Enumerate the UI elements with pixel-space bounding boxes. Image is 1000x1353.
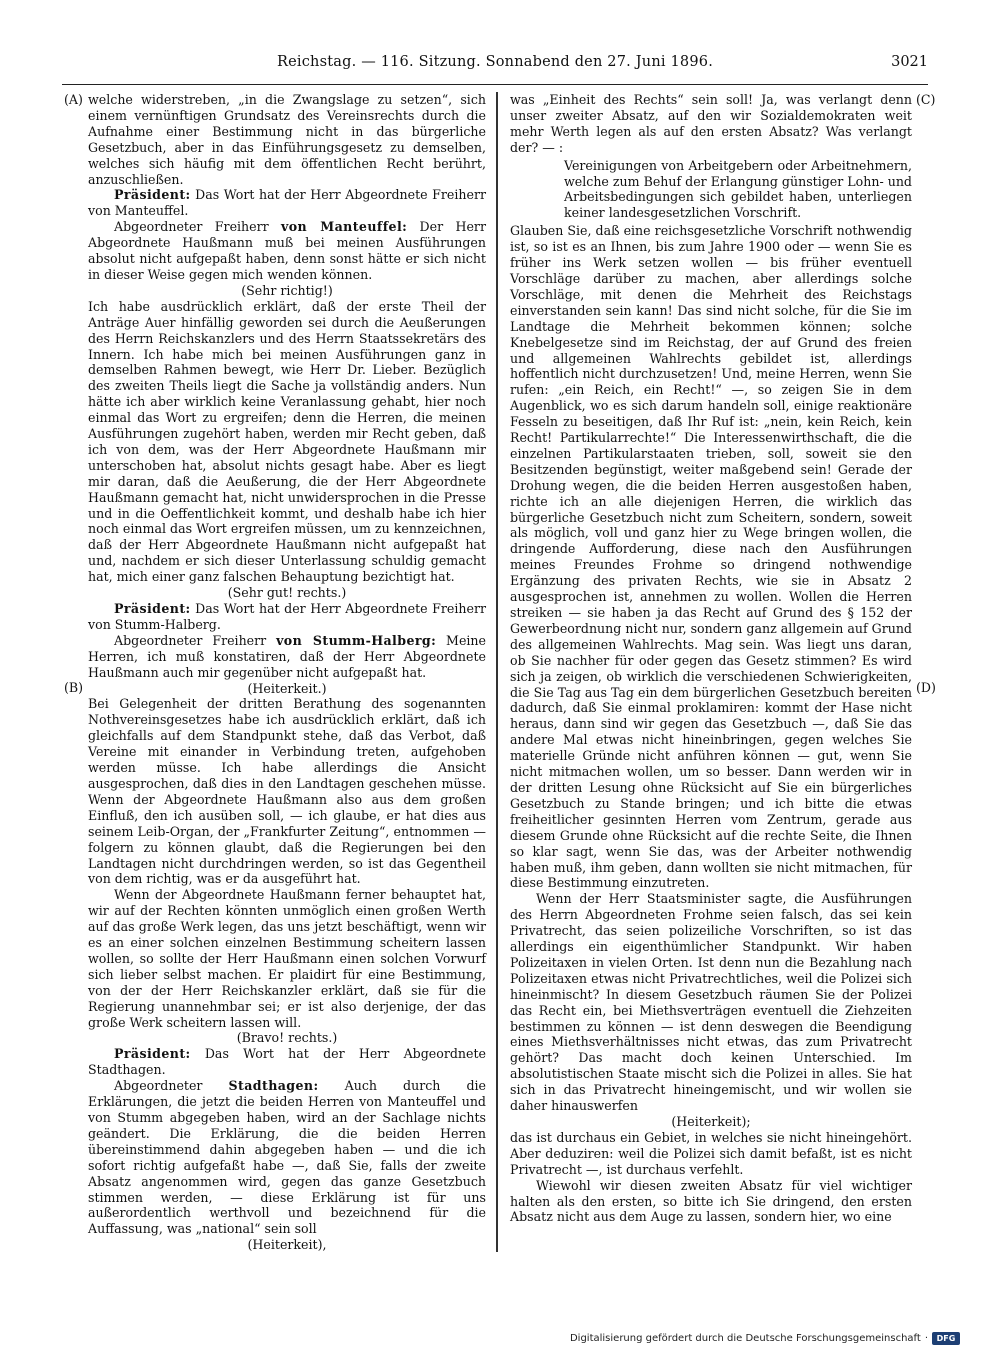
right-column (510, 92, 912, 1225)
page-header (62, 50, 928, 85)
speaker-name: von Stumm-Halberg: (276, 632, 437, 648)
interjection: (Sehr gut! rechts.) (227, 585, 347, 601)
speech-text: Der Herr Abgeordnete Haußmann muß bei meinen Ausführungen absolut nicht aufgepaßt haben, denn sonst hätte er sich nicht in dieser Weise gegen mich wenden können. (88, 219, 486, 282)
paragraph: Ich habe ausdrücklich erklärt, daß der erste Theil der Anträge Auer hinfällig geworden sei durch die Aeußerungen des Herrn Reichskanzlers und des Herrn Staatssekretärs des Innern. Ich habe mich bei meinen Ausführungen ganz in demselben Rahmen bewegt, wie Herr Dr. Lieber. Bezüglich des zweiten Theils liegt die Sache ja vollständig anders. Nun hätte ich aber wirklich keine Veranlassung gehabt, hier noch einmal das Wort zu ergreifen; denn die Herren, die meinen Ausführungen zugehört haben, werden mir Recht geben, daß ich von dem, was der Herr Abgeordnete Haußmann mir unterschoben hat, absolut nichts gesagt habe. Aber es liegt mir daran, daß die Aeußerung, die der Herr Abgeordnete Haußmann gemacht hat, nicht unwidersprochen in die Presse und in die Oeffentlichkeit kommt, und deshalb habe ich hier noch einmal das Wort ergreifen müssen, um zu kennzeichnen, daß der Herr Abgeordnete Haußmann nicht aufgepaßt hat und, nachdem er sich dieser Unterlassung schuldig gemacht hat, mich einer ganz falschen Behauptung bezichtigt hat. (88, 298, 486, 585)
dfg-logo-icon: DFG (932, 1332, 960, 1345)
speaker-name: Stadthagen: (228, 1078, 319, 1094)
margin-marker-d: (D) (916, 680, 936, 695)
speaker-name: Präsident: (114, 601, 191, 616)
speech-paragraph (88, 187, 486, 219)
running-title: Reichstag. — 116. Sitzung. Sonnabend den 27. Juni 1896. (276, 54, 714, 70)
paragraph: Wenn der Herr Staatsminister sagte, die Ausführungen des Herrn Abgeordneten Frohme seien falsch, das sei kein Privatrecht, das seien polizeiliche Vorschriften, so ist das allerdings ein eigenthümlicher Standpunkt. Wir haben Polizeitaxen in vielen Orten. Ist denn nun die Bezahlung nach Polizeitaxen etwas nicht Privatrechtliches, weil die Polizei sich hineinmischt? In diesem Gesetzbuch räumen Sie der Polizei das Recht ein, bei Miethsverträgen eventuell die Ziehzeiten bestimmen zu können — ist denn deswegen die Beendigung eines Miethsverhältnisses nicht etwas, das zum Privatrecht gehört? Das macht doch keinen Unterschied. Im absolutistischen Staate mischt sich die Polizei in alles. Sie hat sich in das Privatrecht hineingemischt, und wir wollen sie daher hinauswerfen (510, 891, 912, 1114)
margin-marker-c: (C) (916, 92, 936, 107)
paragraph: welche widerstreben, „in die Zwangslage zu setzen“, sich einem vernünftigen Grundsatz des Vereinsrechts durch die Aufnahme einer Bestimmung nicht in das bürgerliche Gesetzbuch, aber in das Einführungsgesetz zu demselben, welches sich häufig mit dem öffentlichen Recht berührt, anzuschließen. (88, 92, 486, 187)
speaker-name: Präsident: (114, 1046, 191, 1062)
column-divider (496, 92, 498, 1252)
speech-text: Auch durch die Erklärungen, die jetzt die beiden Herren von Manteuffel und von Stumm abgegeben haben, wird an der Sachlage nichts geändert. Die Erklärung, die die beiden Herren übereinstimmend dahin abgegeben haben — und die ich sofort richtig aufgefaßt habe —, daß Sie, falls der zweite Absatz angenommen wird, gegen das ganze Gesetzbuch stimmen werden, — diese Erklärung ist für uns außerordentlich werthvoll und bezeichnend für die Auffassung, was „national“ sein soll (88, 1078, 487, 1237)
speech-paragraph (88, 1046, 486, 1078)
speech-paragraph (88, 219, 486, 283)
speech-text: Das Wort hat der Herr Abgeordnete Stadthagen. (88, 1046, 486, 1078)
speech-paragraph (88, 1078, 486, 1237)
paragraph: Glauben Sie, daß eine reichsgesetzliche Vorschrift nothwendig ist, so ist es an Ihnen, bis zum Jahre 1900 oder — wenn Sie es früher ins Werk setzen wollen — bis früher eventuell Vorschläge darüber zu machen, aber allerdings solche Vorschläge, mit denen die Mehrheit des Reichstags einverstanden sein kann! Das sind nicht solche, für die Sie im Landtage die Mehrheit bekommen können; solche Knebelgesetze sind im Reichstag, der auf Grund des freien und allgemeinen Wahlrechts gebildet ist, allerdings hoffentlich nicht durchzusetzen! Und, meine Herren, wenn Sie rufen: „ein Reich, ein Recht!“ —, so zeigen Sie in dem Augenblick, wo es sich darum handeln soll, einige reaktionäre Fesseln zu beseitigen, daß Ihr Ruf ist: „nein, kein Reich, kein Recht! Partikularrechte!“ Die Interessenwirthschaft, die die einzelnen Partikularstaaten trieben, soll, soweit sie den Besitzenden begünstigt, weiter maßgebend sein! Gerade der Drohung wegen, die die beiden Herren ausgestoßen haben, richte ich an alle diejenigen Herren, die wirklich das bürgerliche Gesetzbuch nicht zum Scheitern, sondern, soweit als möglich, voll und ganz hier zu Wege bringen wollen, die dringende Aufforderung, diese nach den Ausführungen meines Freundes Frohme so dringend nothwendige Ergänzung des privaten Rechts, wie sie in Absatz 2 ausgesprochen ist, annehmen zu wollen. Wollen die Herren streiken — sie haben ja das Recht auf Grund des § 152 der Gewerbeordnung nicht nur, sondern ganz allgemein auf Grund des allgemeinen Wahlrechts. Mag sein. Was liegt uns daran, ob Sie nachher für oder gegen das Gesetz stimmen? Es wird sich ja zeigen, ob wirklich die verschiedenen Schwierigkeiten, die Sie Tag aus Tag ein dem bürgerlichen Gesetzbuch bereiten dadurch, daß Sie einmal proklamiren: kommt der Hase nicht heraus, dann sind wir gegen das Gesetzbuch —, daß Sie das andere Mal etwas nicht hineinbringen, gegen welches Sie materielle Gründe nicht anführen können — gut, wenn Sie nicht mitmachen wollen, um so besser. Dann werden wir in der dritten Lesung ohne Rücksicht auf Sie ein bürgerliches Gesetzbuch zu Stande bringen; und ich bitte die etwas freiheitlicher gesinnten Herren vom Zentrum, gerade aus diesem Grunde ohne Rücksicht auf die rechte Seite, die Ihnen so klar sagt, wenn Sie das, was der Arbeiter nothwendig haben muß, ihm geben, dann wollten sie nicht mitmachen, für diese Bestimmung einzutreten. (510, 223, 912, 891)
speaker-title: Abgeordneter Freiherr (114, 219, 282, 235)
speaker-name: von Manteuffel: (281, 219, 408, 235)
speaker-title: Abgeordneter (114, 1078, 229, 1094)
quoted-provision: Vereinigungen von Arbeitgebern oder Arbeitnehmern, welche zum Behuf der Erlangung günstiger Lohn- und Arbeitsbedingungen sich gebildet haben, unterliegen keiner landesgesetzlichen Vorschrift. (564, 157, 912, 221)
speaker-title: Abgeordneter Freiherr (114, 632, 277, 648)
speech-text: Das Wort hat der Herr Abgeordnete Freiherr von Manteuffel. (88, 187, 486, 219)
interjection: (Heiterkeit); (671, 1114, 751, 1129)
interjection: (Sehr richtig!) (241, 282, 333, 298)
left-column (88, 92, 486, 1253)
speech-text: Das Wort hat der Herr Abgeordnete Freiherr von Stumm-Halberg. (88, 601, 486, 632)
speech-paragraph (88, 601, 486, 633)
paragraph: Wiewohl wir diesen zweiten Absatz für viel wichtiger halten als den ersten, so bitte ich Sie dringend, den ersten Absatz nicht aus dem Auge zu lassen, sondern hier, wo eine (510, 1177, 912, 1225)
paragraph: Bei Gelegenheit der dritten Berathung des sogenannten Nothvereinsgesetzes habe ich ausdrücklich erklärt, daß ich gleichfalls auf dem Standpunkt stehe, daß das Verbot, daß Vereine mit einander in Verbindung treten, aufgehoben werden müsse. Ich habe allerdings die Ansicht ausgesprochen, daß dies in den Landtagen geschehen müsse. Wenn der Abgeordnete Haußmann also aus dem großen Einfluß, den ich ausüben soll, — ich glaube, er hat dies aus seinem Leib-Organ, der „Frankfurter Zeitung“, entnommen — folgern zu können glaubt, daß die Regierungen bei den Landtagen nicht durchdringen werden, so ist das Gegentheil von dem richtig, was er da ausgeführt hat. (88, 696, 486, 887)
speech-text: Meine Herren, ich muß konstatiren, daß der Herr Abgeordnete Haußmann auch mir gegenüber nicht aufgepaßt hat. (88, 632, 486, 680)
interjection: (Bravo! rechts.) (236, 1030, 338, 1046)
margin-marker-b: (B) (64, 680, 84, 695)
interjection: (Heiterkeit.) (247, 680, 327, 696)
footer-credit: Digitalisierung gefördert durch die Deutsche Forschungsgemeinschaft (569, 1333, 921, 1344)
paragraph: das ist durchaus ein Gebiet, in welches sie nicht hineingehört. Aber deduziren: weil die Polizei sich damit befaßt, ist es nicht Privatrecht —, ist durchaus verfehlt. (510, 1129, 912, 1177)
paragraph: was „Einheit des Rechts“ sein soll! Ja, was verlangt denn unser zweiter Absatz, auf den wir Sozialdemokraten weit mehr Werth legen als auf den ersten Absatz? Was verlangt der? — : (510, 92, 912, 155)
interjection: (Heiterkeit), (247, 1237, 327, 1253)
speech-paragraph (88, 633, 486, 681)
page-number: 3021 (891, 54, 928, 70)
margin-marker-a: (A) (64, 92, 83, 107)
speaker-name: Präsident: (114, 187, 191, 203)
footer: Digitalisierung gefördert durch die Deutsche Forschungsgemeinschaft · DFG (570, 1332, 960, 1345)
paragraph: Wenn der Abgeordnete Haußmann ferner behauptet hat, wir auf der Rechten könnten unmöglich einen großen Werth auf das große Werk legen, das uns jetzt beschäftigt, wenn wir es an einer solchen einzelnen Bestimmung scheitern lassen wollen, so sollte der Herr Haußmann einen solchen Vorwurf sich lieber selbst machen. Er plaidirt für eine Bestimmung, von der der Herr Reichskanzler erklärt, daß sie für die Regierung unannehmbar sei; er ist also derjenige, der das große Werk scheitern lassen will. (88, 887, 486, 1030)
